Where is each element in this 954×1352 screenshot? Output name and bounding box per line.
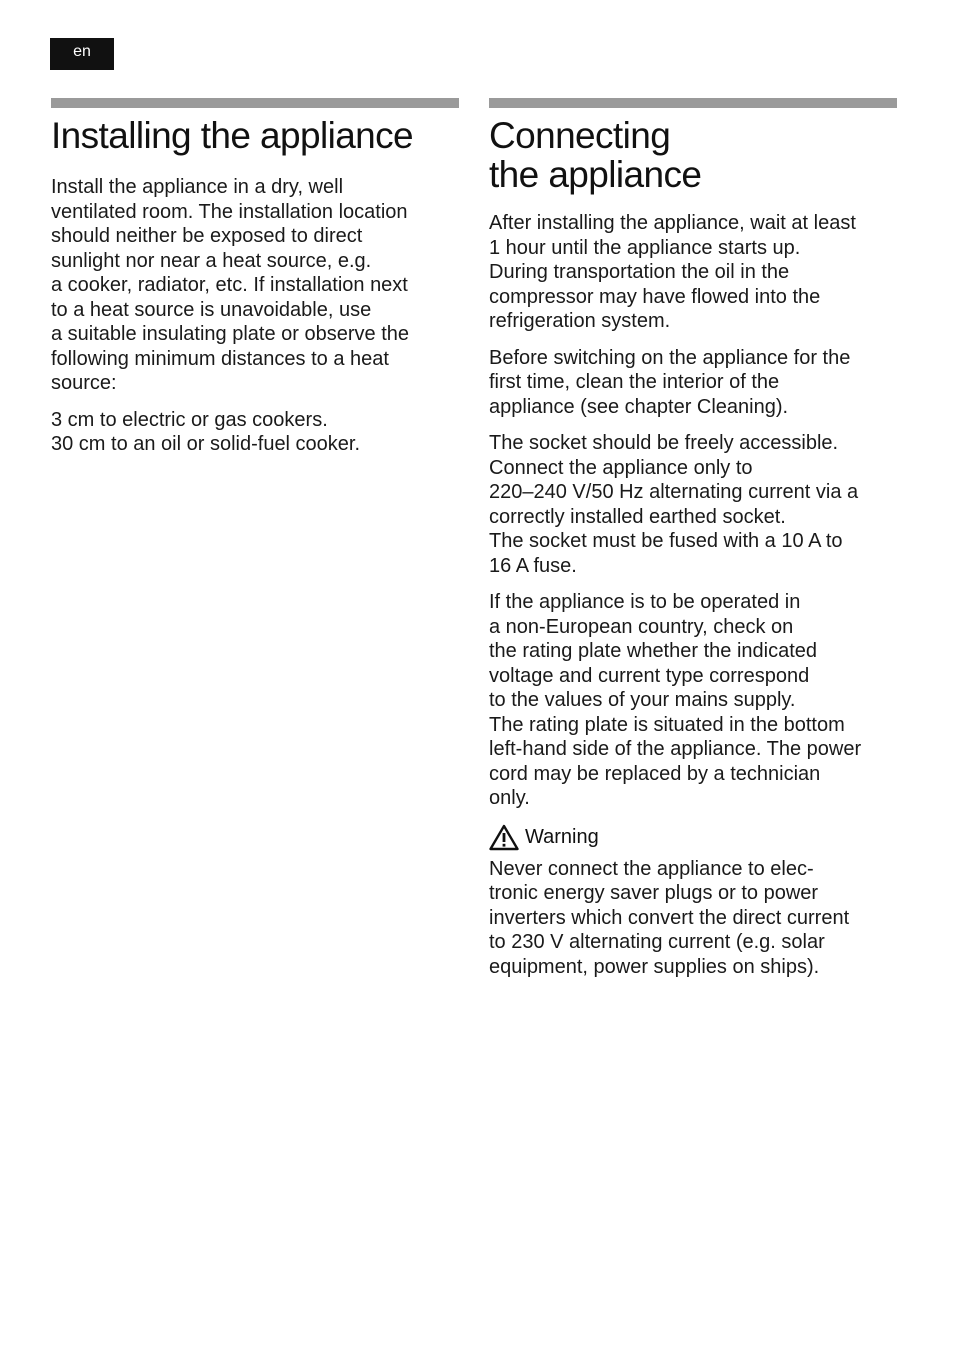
installing-paragraph-1: Install the appliance in a dry, well ventilated room. The installation location should neither be exposed to direct sunlight nor near a heat source, e.g. a cooker, radiator, etc. If installation next to a heat source is unavoidable, use a suitable insulating plate or observe the following minimum distances to a heat source: xyxy=(51,176,410,394)
connecting-paragraph-3: The socket should be freely accessible. Connect the appliance only to 220–240 V/50 Hz alternating current via a correctly installed earthed socket. The socket must be fused with a 10 A to 16 A fuse. xyxy=(489,432,859,577)
section-rule xyxy=(51,98,459,108)
warning-text: Never connect the appliance to elec- tronic energy saver plugs or to power inverters which convert the direct current to 230 V alternating current (e.g. solar equipment, power supplies on ships). xyxy=(489,857,850,978)
warning-label: Warning xyxy=(525,826,599,848)
installing-distances: 3 cm to electric or gas cookers. 30 cm to an oil or solid-fuel cooker. xyxy=(51,408,361,455)
warning-heading xyxy=(489,823,899,853)
language-badge: en xyxy=(50,38,114,70)
installing-title: Installing the appliance xyxy=(51,115,414,156)
connecting-paragraph-2: Before switching on the appliance for the first time, clean the interior of the appliance (see chapter Cleaning). xyxy=(489,346,851,418)
connecting-paragraph-4: If the appliance is to be operated in a non-European country, check on the rating plate whether the indicated voltage and current type correspond to the values of your mains supply. The rating plate is situated in the bottom left-hand side of the appliance. The power cord may be replaced by a technician only. xyxy=(489,591,862,809)
connecting-title: Connecting the appliance xyxy=(489,115,702,195)
section-rule xyxy=(489,98,897,108)
warning-triangle-icon xyxy=(489,824,519,851)
installing-section xyxy=(51,98,459,469)
connecting-section xyxy=(489,98,899,991)
connecting-paragraph-1: After installing the appliance, wait at least 1 hour until the appliance starts up. During transportation the oil in the compressor may have flowed into the refrigeration system. xyxy=(489,212,856,332)
